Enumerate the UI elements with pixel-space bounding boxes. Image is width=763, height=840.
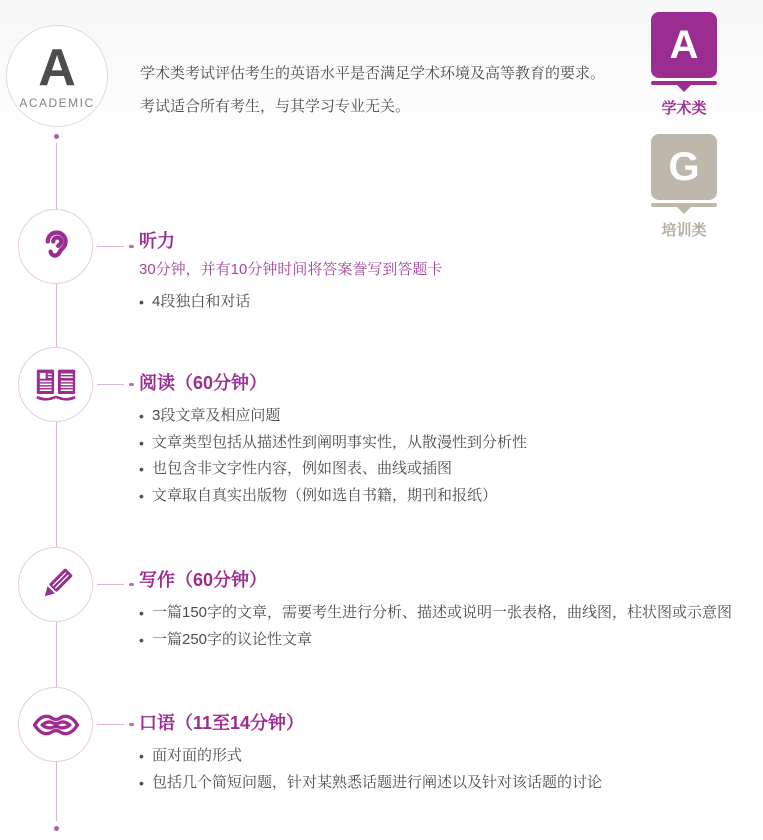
speaking-section-circle <box>18 687 93 762</box>
list-item: • 文章类型包括从描述性到阐明事实性，从散漫性到分析性 <box>139 430 749 457</box>
listening-title: 听力 <box>139 231 175 251</box>
speaking-connector-dot <box>129 723 134 726</box>
ear-icon <box>34 225 78 269</box>
writing-title: 写作（60分钟） <box>139 570 268 590</box>
list-item: • 4段独白和对话 <box>139 289 749 316</box>
listening-section <box>139 229 749 316</box>
timeline-end-dot <box>54 826 59 831</box>
writing-connector-dot <box>129 583 134 586</box>
intro-text: 学术类考试评估考生的英语水平是否满足学术环境及高等教育的要求。考试适合所有考生，与其学习专业无关。 <box>140 65 606 115</box>
speaking-connector-line <box>97 724 124 725</box>
academic-badge-letter: A <box>669 22 699 67</box>
list-item: • 面对面的形式 <box>139 743 749 770</box>
pencil-icon <box>34 563 78 607</box>
listening-bullets <box>139 289 749 316</box>
list-item: • 也包含非文字性内容，例如图表、曲线或插图 <box>139 456 749 483</box>
general-badge-label: 培训类 <box>661 222 707 239</box>
academic-badge-square[interactable] <box>651 12 717 78</box>
writing-section <box>139 568 749 653</box>
tab-general-training[interactable] <box>651 134 717 240</box>
list-item: • 一篇150字的文章，需要考生进行分析、描述或说明一张表格，曲线图，柱状图或示意图 <box>139 600 749 627</box>
academic-circle-letter: A <box>38 39 76 97</box>
list-item: • 一篇250字的议论性文章 <box>139 627 749 654</box>
list-item: • 3段文章及相应问题 <box>139 403 749 430</box>
general-badge-square[interactable] <box>651 134 717 200</box>
academic-circle-label: ACADEMIC <box>19 96 95 110</box>
general-badge-pointer <box>677 207 691 214</box>
open-book-icon <box>33 364 79 406</box>
timeline-start-dot <box>54 134 59 139</box>
academic-badge-pointer <box>677 85 691 92</box>
speaking-title: 口语（11至14分钟） <box>139 713 305 733</box>
academic-badge-label: 学术类 <box>661 100 707 117</box>
reading-title: 阅读（60分钟） <box>139 373 268 393</box>
list-item: • 文章取自真实出版物（例如选自书籍，期刊和报纸） <box>139 483 749 510</box>
writing-connector-line <box>97 584 124 585</box>
general-badge-letter: G <box>668 144 700 189</box>
lips-icon <box>31 707 81 743</box>
academic-circle-badge <box>6 25 108 127</box>
test-type-switcher <box>651 12 717 240</box>
tab-academic[interactable] <box>651 12 717 118</box>
listening-section-circle <box>18 209 93 284</box>
reading-bullets <box>139 403 749 509</box>
listening-subtitle: 30分钟，并有10分钟时间将答案誊写到答题卡 <box>139 261 443 278</box>
reading-section <box>139 371 749 509</box>
reading-connector-line <box>97 384 124 385</box>
listening-connector-dot <box>129 245 134 248</box>
speaking-bullets <box>139 743 749 796</box>
speaking-section <box>139 711 749 796</box>
reading-section-circle <box>18 347 93 422</box>
writing-section-circle <box>18 547 93 622</box>
writing-bullets <box>139 600 749 653</box>
listening-connector-line <box>97 246 124 247</box>
reading-connector-dot <box>129 383 134 386</box>
list-item: • 包括几个简短问题，针对某熟悉话题进行阐述以及针对该话题的讨论 <box>139 770 749 797</box>
